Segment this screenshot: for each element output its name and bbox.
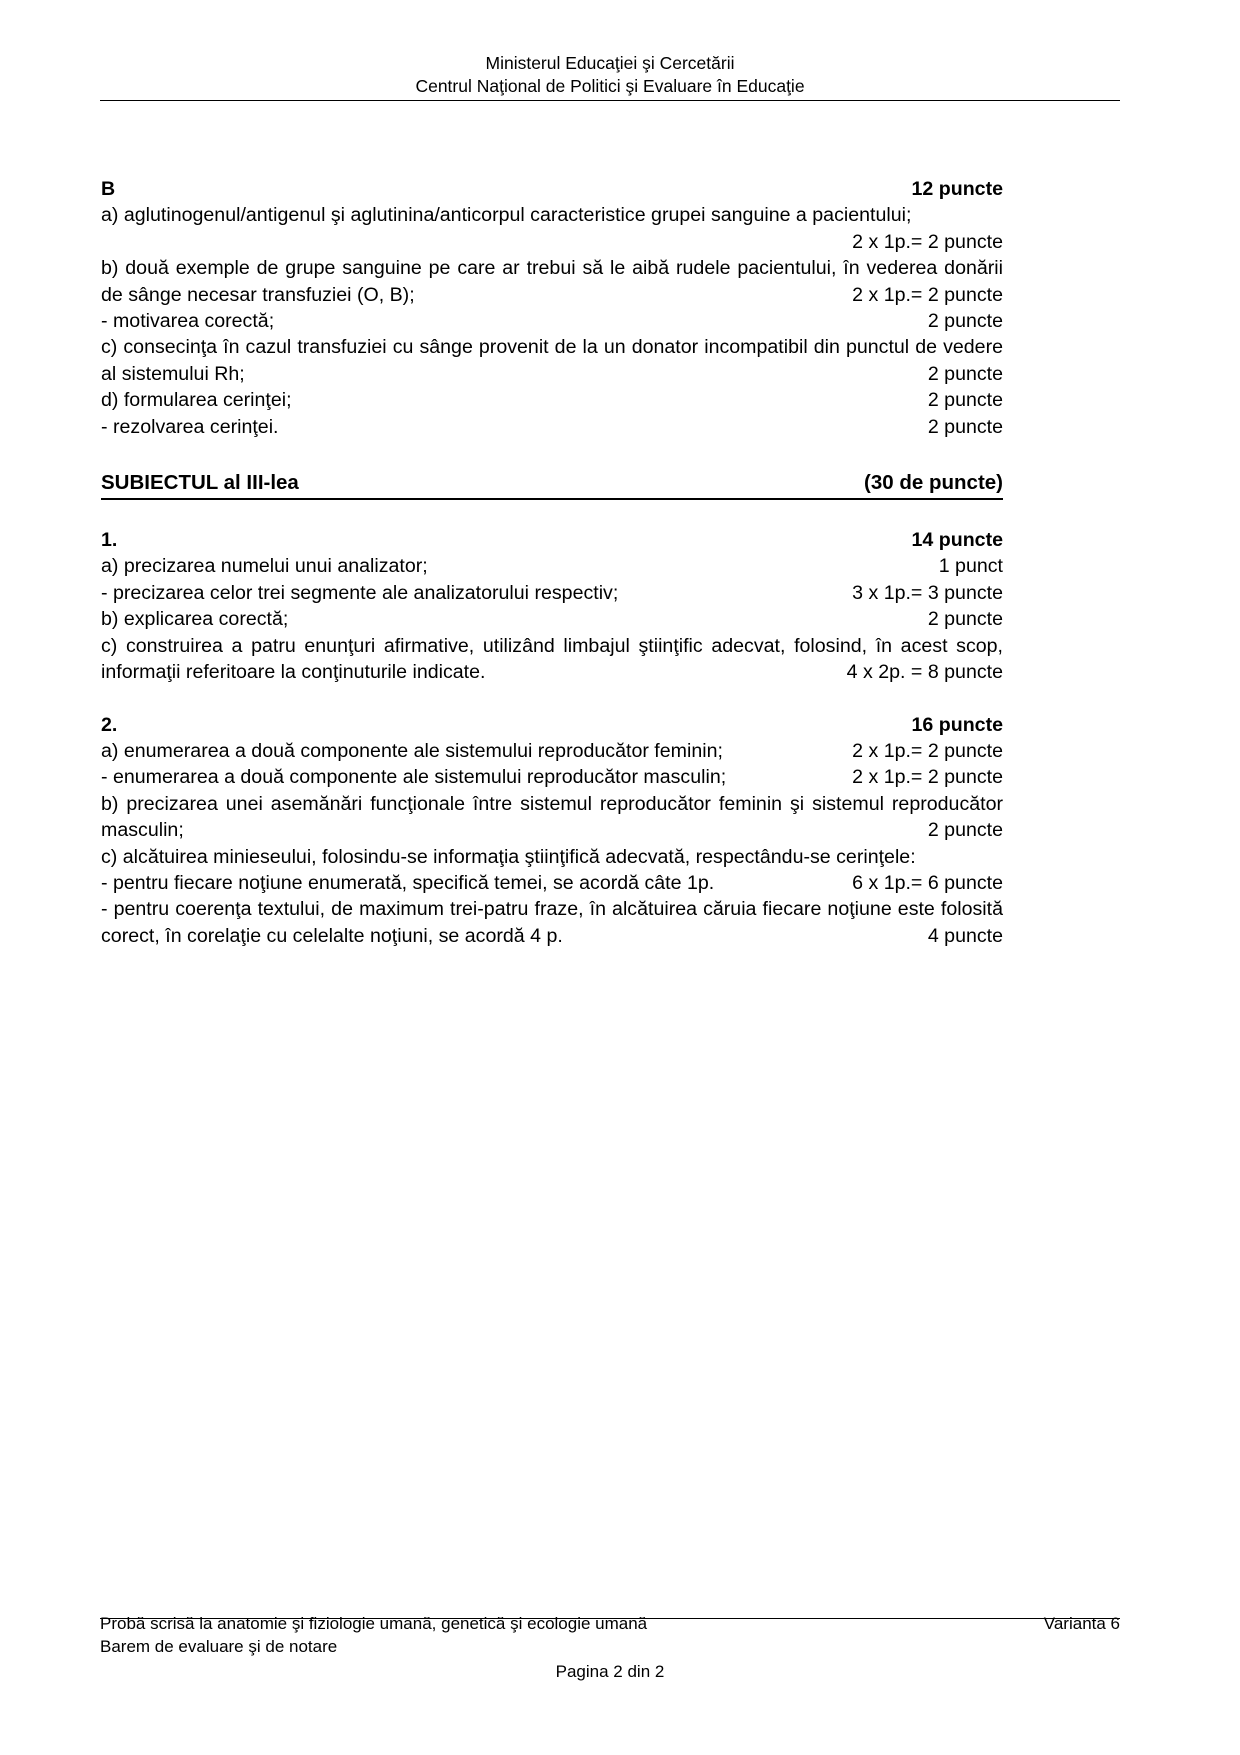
- item-points: 2 puncte: [920, 387, 1003, 413]
- document-header: [100, 52, 1120, 98]
- section-b-item-a-points-row: [101, 229, 1003, 255]
- item-points: 2 puncte: [920, 817, 1003, 843]
- section-b-item-c: [101, 334, 1003, 387]
- item-points: 2 x 1p.= 2 puncte: [844, 282, 1003, 308]
- footer-exam-title: Probă scrisă la anatomie şi fiziologie umană, genetică şi ecologie umană: [100, 1614, 648, 1633]
- section-b-item-b: [101, 255, 1003, 308]
- item-2-c-sub1: [101, 870, 1003, 896]
- item-text: b) două exemple de grupe sanguine pe care ar trebui să le aibă rudele pacientului, în vederea donării de sânge necesar transfuziei (O, B);: [101, 257, 1003, 306]
- item-text: a) aglutinogenul/antigenul şi aglutinina/anticorpul caracteristice grupei sanguine a pacientului;: [101, 204, 912, 227]
- item-2-c: [101, 844, 1003, 870]
- footer-variant: Varianta 6: [1043, 1614, 1120, 1633]
- footer-row-1: [100, 1612, 1120, 1635]
- item-points: 1 punct: [931, 553, 1003, 579]
- item-text: b) precizarea unei asemănări funcţionale între sistemul reproducător feminin şi sistemul reproducător masculin;: [101, 792, 1003, 842]
- item-1-a-sub: [101, 580, 1003, 606]
- item-text: a) enumerarea a două componente ale sistemului reproducător feminin;: [101, 739, 723, 762]
- item-2-c-sub2: [101, 896, 1003, 949]
- item-points: 4 puncte: [920, 923, 1003, 949]
- item-1-b: [101, 606, 1003, 632]
- section-b-item-d: [101, 387, 1003, 413]
- item-text: - enumerarea a două componente ale sistemului reproducător masculin;: [101, 766, 727, 789]
- item-text: c) alcătuirea minieseului, folosindu-se informaţia ştiinţifică adecvată, respectându-se cerinţele:: [101, 845, 916, 868]
- subject-3-points: (30 de puncte): [864, 471, 1003, 495]
- item-points: 2 x 1p.= 2 puncte: [844, 229, 1003, 255]
- footer-barem-label: Barem de evaluare şi de notare: [100, 1637, 338, 1656]
- item-2-a: [101, 738, 1003, 764]
- item-text: - rezolvarea cerinţei.: [101, 415, 279, 438]
- item-points: 2 x 1p.= 2 puncte: [844, 764, 1003, 790]
- section-b-item-b-sub: [101, 308, 1003, 334]
- item-points: 6 x 1p.= 6 puncte: [844, 870, 1003, 896]
- item-1-c: [101, 633, 1003, 686]
- item-text: - pentru fiecare noţiune enumerată, specifică temei, se acordă câte 1p.: [101, 871, 715, 894]
- item-1-a: [101, 553, 1003, 579]
- header-ministry-line: Ministerul Educaţiei şi Cercetării: [485, 53, 735, 73]
- item-1-label: 1.: [101, 529, 118, 552]
- item-text: b) explicarea corectă;: [101, 608, 289, 631]
- section-b-points: 12 puncte: [904, 176, 1003, 202]
- item-points: 2 puncte: [920, 361, 1003, 387]
- footer-page-number: Pagina 2 din 2: [555, 1662, 665, 1681]
- item-points: 4 x 2p. = 8 puncte: [839, 659, 1003, 685]
- item-1-points: 14 puncte: [904, 527, 1003, 553]
- spacer: [101, 440, 1003, 469]
- section-b-item-a: [101, 202, 1003, 228]
- item-text: - precizarea celor trei segmente ale analizatorului respectiv;: [101, 581, 619, 604]
- item-2-points: 16 puncte: [904, 712, 1003, 738]
- header-center-line: Centrul Naţional de Politici şi Evaluare în Educaţie: [415, 76, 805, 96]
- item-points: 2 puncte: [920, 308, 1003, 334]
- item-2-heading: [101, 712, 1003, 738]
- section-b-label: B: [101, 178, 116, 200]
- item-1-heading: [101, 527, 1003, 553]
- item-text: - pentru coerenţa textului, de maximum trei-patru fraze, în alcătuirea căruia fiecare noţiune este folosită corect, în corelaţie cu celelalte noţiuni, se acordă 4 p.: [101, 898, 1003, 947]
- spacer: [101, 686, 1003, 712]
- item-text: a) precizarea numelui unui analizator;: [101, 555, 428, 578]
- item-points: 2 x 1p.= 2 puncte: [844, 738, 1003, 764]
- item-text: d) formularea cerinţei;: [101, 389, 292, 412]
- item-2-a-sub: [101, 764, 1003, 790]
- item-text: - motivarea corectă;: [101, 310, 275, 333]
- subject-3-title: SUBIECTUL al III-lea: [101, 471, 299, 495]
- item-2-label: 2.: [101, 713, 118, 736]
- item-points: 2 puncte: [920, 414, 1003, 440]
- item-text: c) construirea a patru enunţuri afirmative, utilizând limbajul ştiinţific adecvat, folosind, în acest scop, informaţii referitoare la conţinuturile indicate.: [101, 634, 1003, 684]
- subject-3-heading: [101, 469, 1003, 500]
- item-2-b: [101, 791, 1003, 844]
- spacer: [101, 500, 1003, 527]
- section-b-item-d-sub: [101, 414, 1003, 440]
- footer-row-2: [100, 1635, 1120, 1658]
- header-divider: [100, 100, 1120, 101]
- item-points: 2 puncte: [920, 606, 1003, 632]
- item-text: c) consecinţa în cazul transfuziei cu sânge provenit de la un donator incompatibil din punctul de vedere al sistemului Rh;: [101, 336, 1003, 385]
- item-points: 3 x 1p.= 3 puncte: [844, 580, 1003, 606]
- document-footer: [100, 1612, 1120, 1683]
- section-b-heading: [101, 176, 1003, 202]
- document-body: [101, 176, 1003, 949]
